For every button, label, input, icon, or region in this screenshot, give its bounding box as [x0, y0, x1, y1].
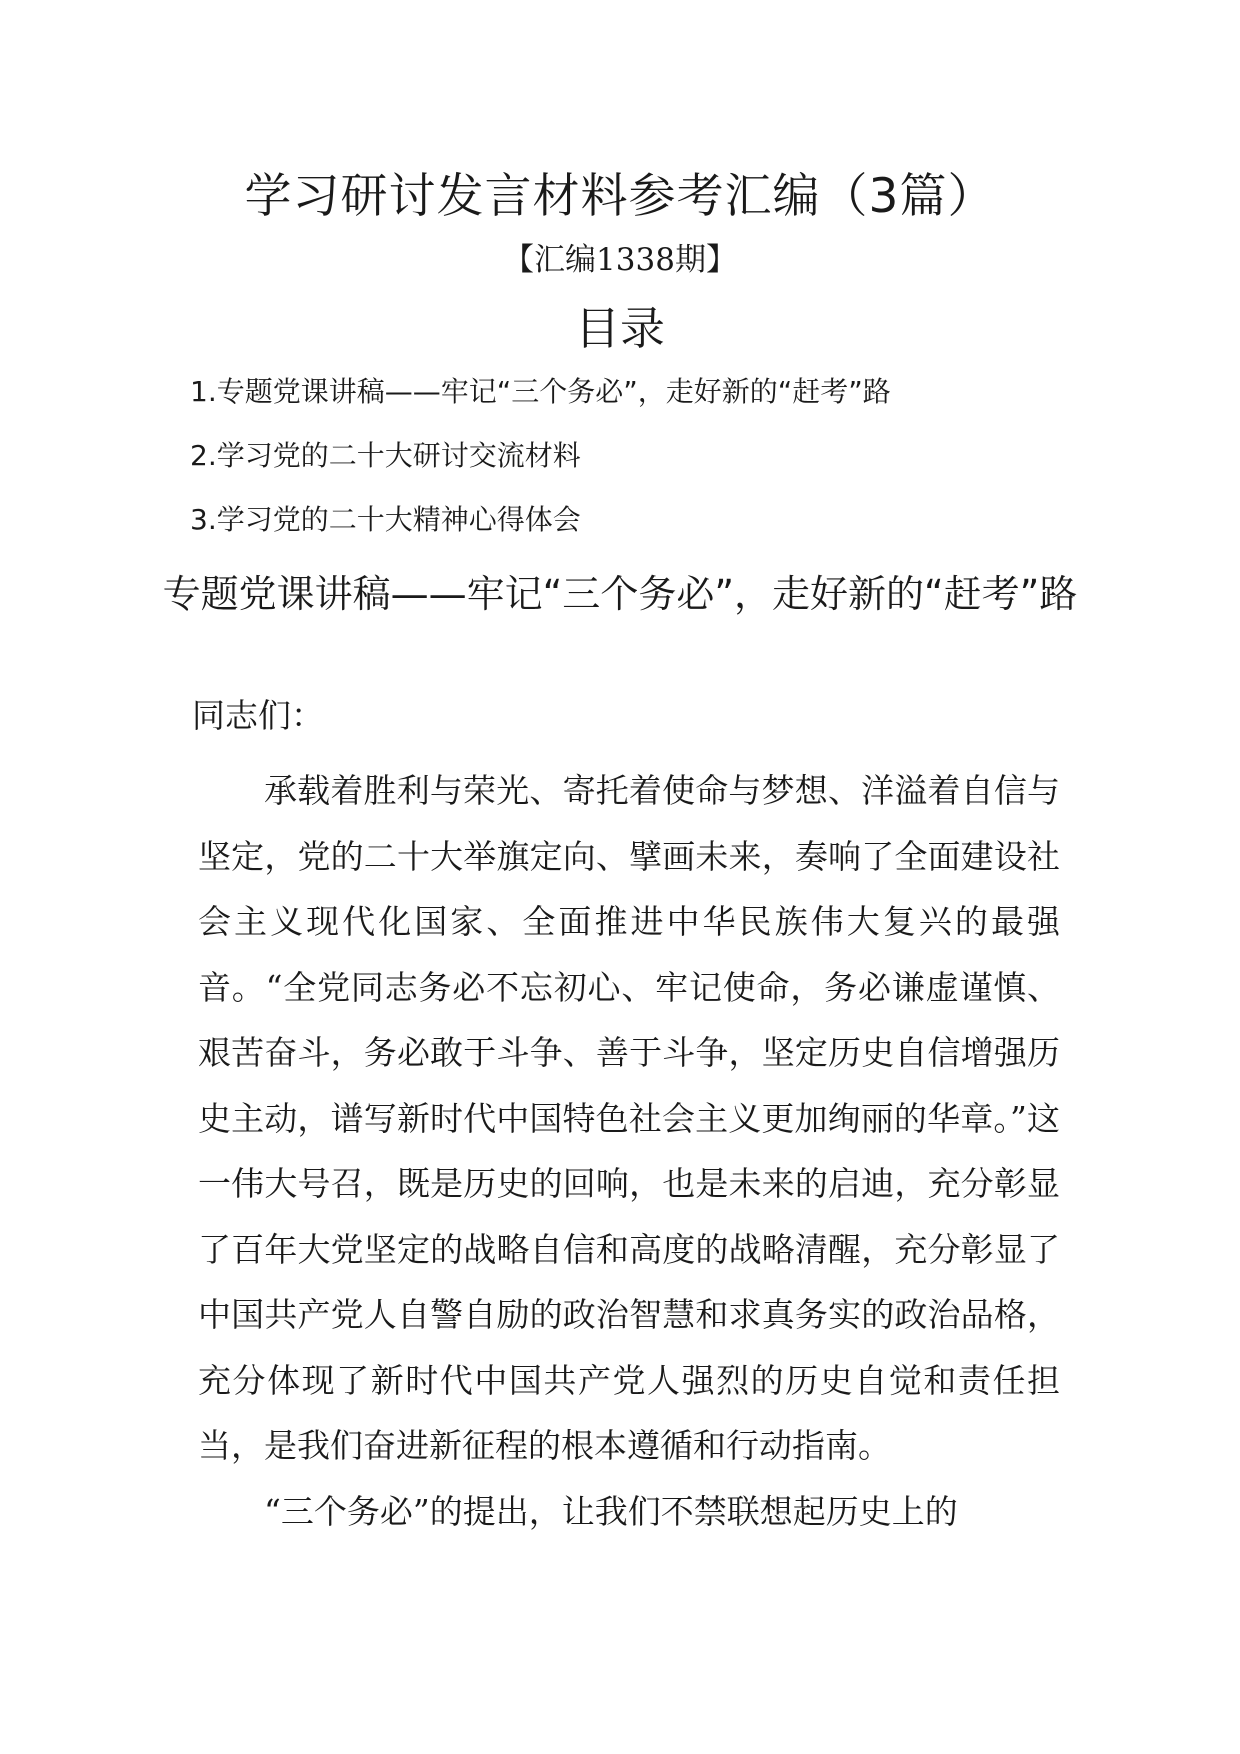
- toc-item-3: 3.学习党的二十大精神心得体会: [190, 503, 581, 536]
- document-title: 学习研讨发言材料参考汇编（3篇）: [244, 169, 996, 224]
- body-paragraph-2: “三个务必”的提出，让我们不禁联想起历史上的: [264, 1491, 958, 1531]
- toc-heading: 目录: [574, 302, 665, 355]
- issue-number: 【汇编1338期】: [503, 242, 737, 278]
- body-paragraph-1: 承载着胜利与荣光、寄托着使命与梦想、洋溢着自信与坚定，党的二十大举旗定向、擘画未来，奏响了全面建设社会主义现代化国家、全面推进中华民族伟大复兴的最强音。“全党同志务必不忘初心、牢记使命，务必谦虚谨慎、艰苦奋斗，务必敢于斗争、善于斗争，坚定历史自信增强历史主动，谱写新时代中国特色社会主义更加绚丽的华章。”这一伟大号召，既是历史的回响，也是未来的启迪，充分彰显了百年大党坚定的战略自信和高度的战略清醒，充分彰显了中国共产党人自警自励的政治智慧和求真务实的政治品格，充分体现了新时代中国共产党人强烈的历史自觉和责任担当，是我们奋进新征程的根本遵循和行动指南。: [198, 771, 1060, 1465]
- article-body: [198, 758, 1060, 1544]
- article-title: 专题党课讲稿——牢记“三个务必”，走好新的“赶考”路: [162, 572, 1078, 616]
- salutation: 同志们：: [192, 696, 324, 735]
- toc-item-1: 1.专题党课讲稿——牢记“三个务必”，走好新的“赶考”路: [190, 375, 891, 408]
- table-of-contents: [190, 370, 1090, 562]
- toc-item-2: 2.学习党的二十大研讨交流材料: [190, 439, 581, 472]
